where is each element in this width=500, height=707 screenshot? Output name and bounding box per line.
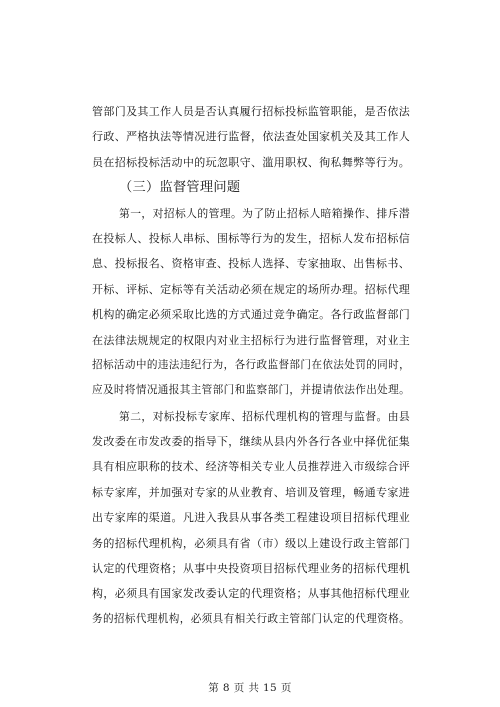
- text-line: 第一，对招标人的管理。为了防止招标人暗箱操作、排斥潜: [119, 206, 410, 220]
- text-line: 在法律法规规定的权限内对业主招标行为进行监督管理，对业主: [92, 333, 410, 347]
- text-line: 构，必须具有国家发改委认定的代理资格；从事其他招标代理业: [92, 587, 410, 601]
- text-line: 管部门及其工作人员是否认真履行招标投标监管职能，是否依法: [92, 105, 410, 118]
- text-line: 行政、严格执法等情况进行监督，依法查处国家机关及其工作人: [92, 130, 410, 144]
- text-line: 务的招标代理机构，必须具有省（市）级以上建设行政主管部门: [92, 536, 410, 550]
- text-line: 应及时将情况通报其主管部门和监察部门，并提请依法作出处理。: [92, 384, 410, 397]
- text-line: 招标活动中的违法违纪行为，各行政监督部门在依法处罚的同时，: [92, 358, 410, 371]
- text-line: 在投标人、投标人串标、围标等行为的发生，招标人发布招标信: [92, 231, 410, 245]
- text-line: 员在招标投标活动中的玩忽职守、滥用职权、徇私舞弊等行为。: [92, 155, 410, 169]
- text-line: 认定的代理资格；从事中央投资项目招标代理业务的招标代理机: [92, 562, 410, 576]
- text-line: 发改委在市发改委的指导下，继续从县内外各行各业中择优征集: [92, 435, 410, 449]
- text-line: 机构的确定必须采取比选的方式通过竞争确定。各行政监督部门: [92, 308, 410, 322]
- text-line: 标专家库，并加强对专家的从业教育、培训及管理，畅通专家进: [92, 485, 410, 499]
- text-line: 第二，对标投标专家库、招标代理机构的管理与监督。由县: [119, 409, 410, 423]
- page-number-footer: 第 8 页 共 15 页: [208, 682, 292, 694]
- text-line: 具有相应职称的技术、经济等相关专业人员推荐进入市级综合评: [92, 460, 410, 474]
- text-line: 开标、评标、定标等有关活动必须在规定的场所办理。招标代理: [92, 282, 410, 296]
- document-body: [92, 99, 410, 632]
- text-line: 息、投标报名、资格审查、投标人选择、专家抽取、出售标书、: [92, 257, 410, 271]
- text-line: 出专家库的渠道。凡进入我县从事各类工程建设项目招标代理业: [92, 511, 410, 525]
- text-line: 务的招标代理机构，必须具有相关行政主管部门认定的代理资格。: [92, 612, 410, 625]
- section-heading: （三）监督管理问题: [119, 180, 241, 196]
